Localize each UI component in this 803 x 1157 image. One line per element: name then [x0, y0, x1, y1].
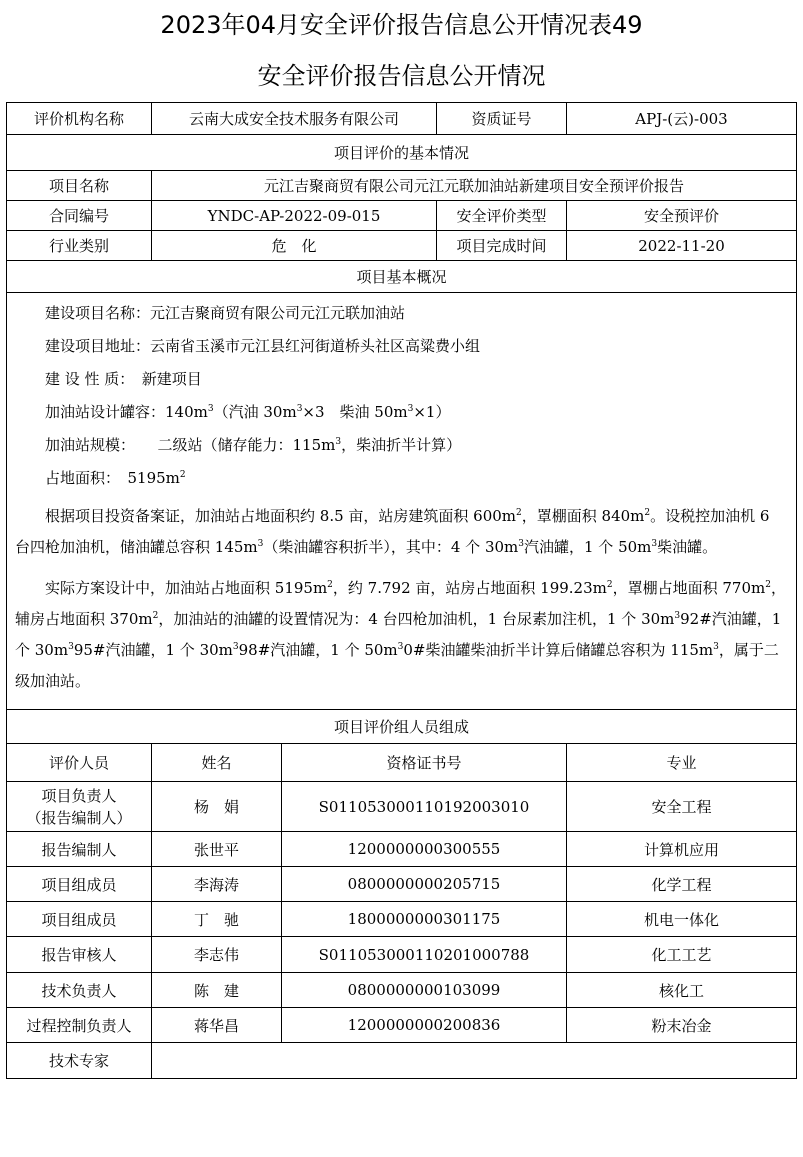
team-header: 项目评价组人员组成 [7, 710, 797, 744]
member-role: 项目组成员 [7, 867, 152, 902]
basic-section-header: 项目评价的基本情况 [7, 135, 797, 171]
table-row [7, 902, 797, 937]
overview-header: 项目基本概况 [7, 261, 797, 293]
project-nature-line: 建 设 性 质： 新建项目 [45, 370, 202, 388]
col-header-name: 姓名 [152, 744, 282, 782]
project-name-row [7, 171, 797, 201]
info-table [6, 102, 797, 1079]
member-cert: 1200000000300555 [282, 832, 567, 867]
col-header-major: 专业 [567, 744, 797, 782]
expert-label: 技术专家 [7, 1043, 152, 1079]
section-title: 安全评价报告信息公开情况 [257, 62, 546, 90]
member-cert: 0800000000205715 [282, 867, 567, 902]
design-capacity-line: 加油站设计罐容：$140m^3$（汽油 $30m^3\times 3$ 柴油 $50m^3\times 1$） [45, 403, 451, 421]
team-header-row [7, 710, 797, 744]
table-row [7, 832, 797, 867]
project-address-line: 建设项目地址：云南省玉溪市元江县红河街道桥头社区高粱费小组 [45, 337, 481, 355]
table-row [7, 782, 797, 832]
col-header-cert: 资格证书号 [282, 744, 567, 782]
member-major: 计算机应用 [567, 832, 797, 867]
member-name: 陈 建 [152, 973, 282, 1008]
contract-row [7, 201, 797, 231]
member-major: 核化工 [567, 973, 797, 1008]
member-cert: S011053000110192003010 [282, 782, 567, 832]
overview-text [7, 293, 797, 710]
member-role: 报告审核人 [7, 937, 152, 973]
org-row [7, 103, 797, 135]
project-name-line: 建设项目名称：元江吉聚商贸有限公司元江元联加油站 [45, 304, 406, 322]
table-row [7, 867, 797, 902]
member-major: 粉末冶金 [567, 1008, 797, 1043]
completion-value: 2022-11-20 [567, 231, 797, 261]
completion-label: 项目完成时间 [437, 231, 567, 261]
org-value: 云南大成安全技术服务有限公司 [152, 103, 437, 135]
contract-value: YNDC-AP-2022-09-015 [152, 201, 437, 231]
member-cert: 0800000000103099 [282, 973, 567, 1008]
member-cert: S011053000110201000788 [282, 937, 567, 973]
overview-header-row [7, 261, 797, 293]
expert-value [152, 1043, 797, 1079]
member-name: 李志伟 [152, 937, 282, 973]
project-name-label: 项目名称 [7, 171, 152, 201]
table-row [7, 1008, 797, 1043]
member-major: 安全工程 [567, 782, 797, 832]
member-role: 项目负责人 （报告编制人） [7, 782, 152, 832]
industry-row [7, 231, 797, 261]
industry-value: 危 化 [152, 231, 437, 261]
contract-label: 合同编号 [7, 201, 152, 231]
member-cert: 1200000000200836 [282, 1008, 567, 1043]
cert-value: APJ-(云)-003 [567, 103, 797, 135]
member-name: 张世平 [152, 832, 282, 867]
col-header-role: 评价人员 [7, 744, 152, 782]
member-name: 蒋华昌 [152, 1008, 282, 1043]
eval-type-value: 安全预评价 [567, 201, 797, 231]
overview-row [7, 293, 797, 710]
org-label: 评价机构名称 [7, 103, 152, 135]
land-area-line: 占地面积： $5195m^2$ [45, 469, 186, 487]
design-paragraph: 实际方案设计中，加油站占地面积 $5195m^2$，约 7.792 亩，站房占地面积 $199.23m^2$，罩棚占地面积 $770m^2$，辅房占地面积 $370m^2$，加油站的油罐的设置情况为：4 台四枪加油机，1 台尿素加注机，1 个 $30m^392\#$汽油罐，1 个 $30m^395\#$汽油罐，1 个 $30m^398\#$汽油罐，1 个 $50m^30\#$柴油罐柴油折半计算后储罐总容积为 $115m^3$，属于二级加油站。 [15, 579, 786, 690]
eval-type-label: 安全评价类型 [437, 201, 567, 231]
member-role: 技术负责人 [7, 973, 152, 1008]
member-name: 丁 驰 [152, 902, 282, 937]
filing-paragraph: 根据项目投资备案证，加油站占地面积约 8.5 亩，站房建筑面积 $600m^2$，罩棚面积 $840m^2$。设税控加油机 6 台四枪加油机，储油罐总容积 $145m^3$（柴油罐容积折半），其中：4 个 $30m^3$汽油罐，1 个 $50m^3$柴油罐。 [15, 507, 770, 556]
member-role: 项目组成员 [7, 902, 152, 937]
member-role: 报告编制人 [7, 832, 152, 867]
team-column-header-row [7, 744, 797, 782]
industry-label: 行业类别 [7, 231, 152, 261]
member-major: 化工工艺 [567, 937, 797, 973]
expert-row [7, 1043, 797, 1079]
basic-header-row [7, 135, 797, 171]
member-role: 过程控制负责人 [7, 1008, 152, 1043]
member-name: 李海涛 [152, 867, 282, 902]
member-major: 机电一体化 [567, 902, 797, 937]
member-cert: 1800000000301175 [282, 902, 567, 937]
page-title: 2023年04月安全评价报告信息公开情况表49 [160, 11, 643, 39]
table-row [7, 973, 797, 1008]
cert-label: 资质证号 [437, 103, 567, 135]
station-scale-line: 加油站规模： 二级站（储存能力：$115m^3$，柴油折半计算） [45, 436, 462, 454]
member-name: 杨 娟 [152, 782, 282, 832]
table-row [7, 937, 797, 973]
member-major: 化学工程 [567, 867, 797, 902]
project-name-value: 元江吉聚商贸有限公司元江元联加油站新建项目安全预评价报告 [152, 171, 797, 201]
